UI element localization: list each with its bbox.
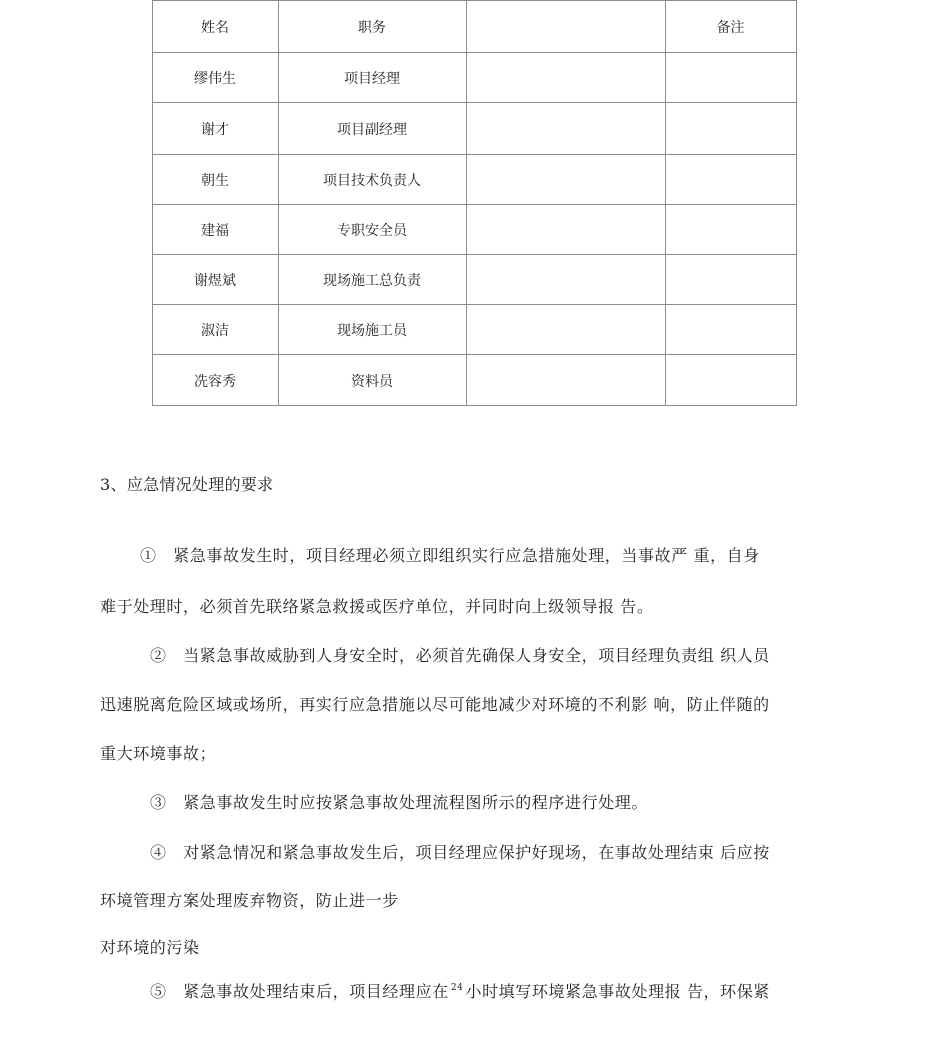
header-position: 职务 xyxy=(358,20,386,36)
paragraph-line: 环境管理方案处理废弃物资，防止进一步 xyxy=(100,891,399,910)
table-border xyxy=(152,405,797,406)
table-rule xyxy=(152,304,797,305)
paragraph-line: 迅速脱离危险区域或场所，再实行应急措施以尽可能地减少对环境的不利影 响，防止伴随的 xyxy=(100,695,770,714)
cell-position: 现场施工总负责 xyxy=(323,273,421,289)
cell-name: 建福 xyxy=(201,223,229,239)
table-rule xyxy=(152,52,797,53)
table-border xyxy=(152,0,797,1)
section-heading: 3、应急情况处理的要求 xyxy=(100,475,274,494)
cell-position: 现场施工员 xyxy=(337,323,407,339)
header-name: 姓名 xyxy=(201,20,229,36)
paragraph-line: 重大环境事故； xyxy=(100,744,217,763)
header-remark: 备注 xyxy=(716,20,745,36)
cell-name: 谢煜斌 xyxy=(194,273,236,289)
cell-name: 淑洁 xyxy=(201,323,229,339)
cell-position: 资料员 xyxy=(351,374,393,390)
staff-table xyxy=(0,0,950,410)
table-rule xyxy=(152,204,797,205)
table-rule xyxy=(665,0,666,406)
table-rule xyxy=(278,0,279,406)
last-line-after: 小时填写环境紧急事故处理报 告，环保紧 xyxy=(465,982,770,1001)
cell-name: 谢才 xyxy=(201,122,229,138)
table-rule xyxy=(152,154,797,155)
hours-superscript: 24 xyxy=(450,983,464,993)
paragraph-line: ① 紧急事故发生时，项目经理必须立即组织实行应急措施处理，当事故严 重，自身 xyxy=(140,546,760,565)
cell-position: 项目副经理 xyxy=(337,122,407,138)
cell-name: 冼容秀 xyxy=(194,374,236,390)
cell-position: 项目技术负责人 xyxy=(323,173,421,189)
table-rule xyxy=(152,102,797,103)
paragraph-line: ④ 对紧急情况和紧急事故发生后，项目经理应保护好现场，在事故处理结束 后应按 xyxy=(150,843,770,862)
cell-position: 专职安全员 xyxy=(337,223,407,239)
last-line-before: ⑤ 紧急事故处理结束后，项目经理应在 xyxy=(150,982,449,1001)
cell-name: 缪伟生 xyxy=(194,71,236,87)
table-rule xyxy=(152,354,797,355)
table-border xyxy=(796,0,797,406)
table-rule xyxy=(466,0,467,406)
paragraph-line: 对环境的污染 xyxy=(100,938,200,957)
table-border xyxy=(152,0,153,406)
paragraph-line: ③ 紧急事故发生时应按紧急事故处理流程图所示的程序进行处理。 xyxy=(150,793,649,812)
paragraph-line-last xyxy=(150,979,770,1002)
paragraph-line: 难于处理时，必须首先联络紧急救援或医疗单位，并同时向上级领导报 告。 xyxy=(100,597,654,616)
cell-name: 朝生 xyxy=(201,173,229,189)
cell-position: 项目经理 xyxy=(344,71,400,87)
paragraph-line: ② 当紧急事故威胁到人身安全时，必须首先确保人身安全，项目经理负责组 织人员 xyxy=(150,646,770,665)
table-rule xyxy=(152,254,797,255)
